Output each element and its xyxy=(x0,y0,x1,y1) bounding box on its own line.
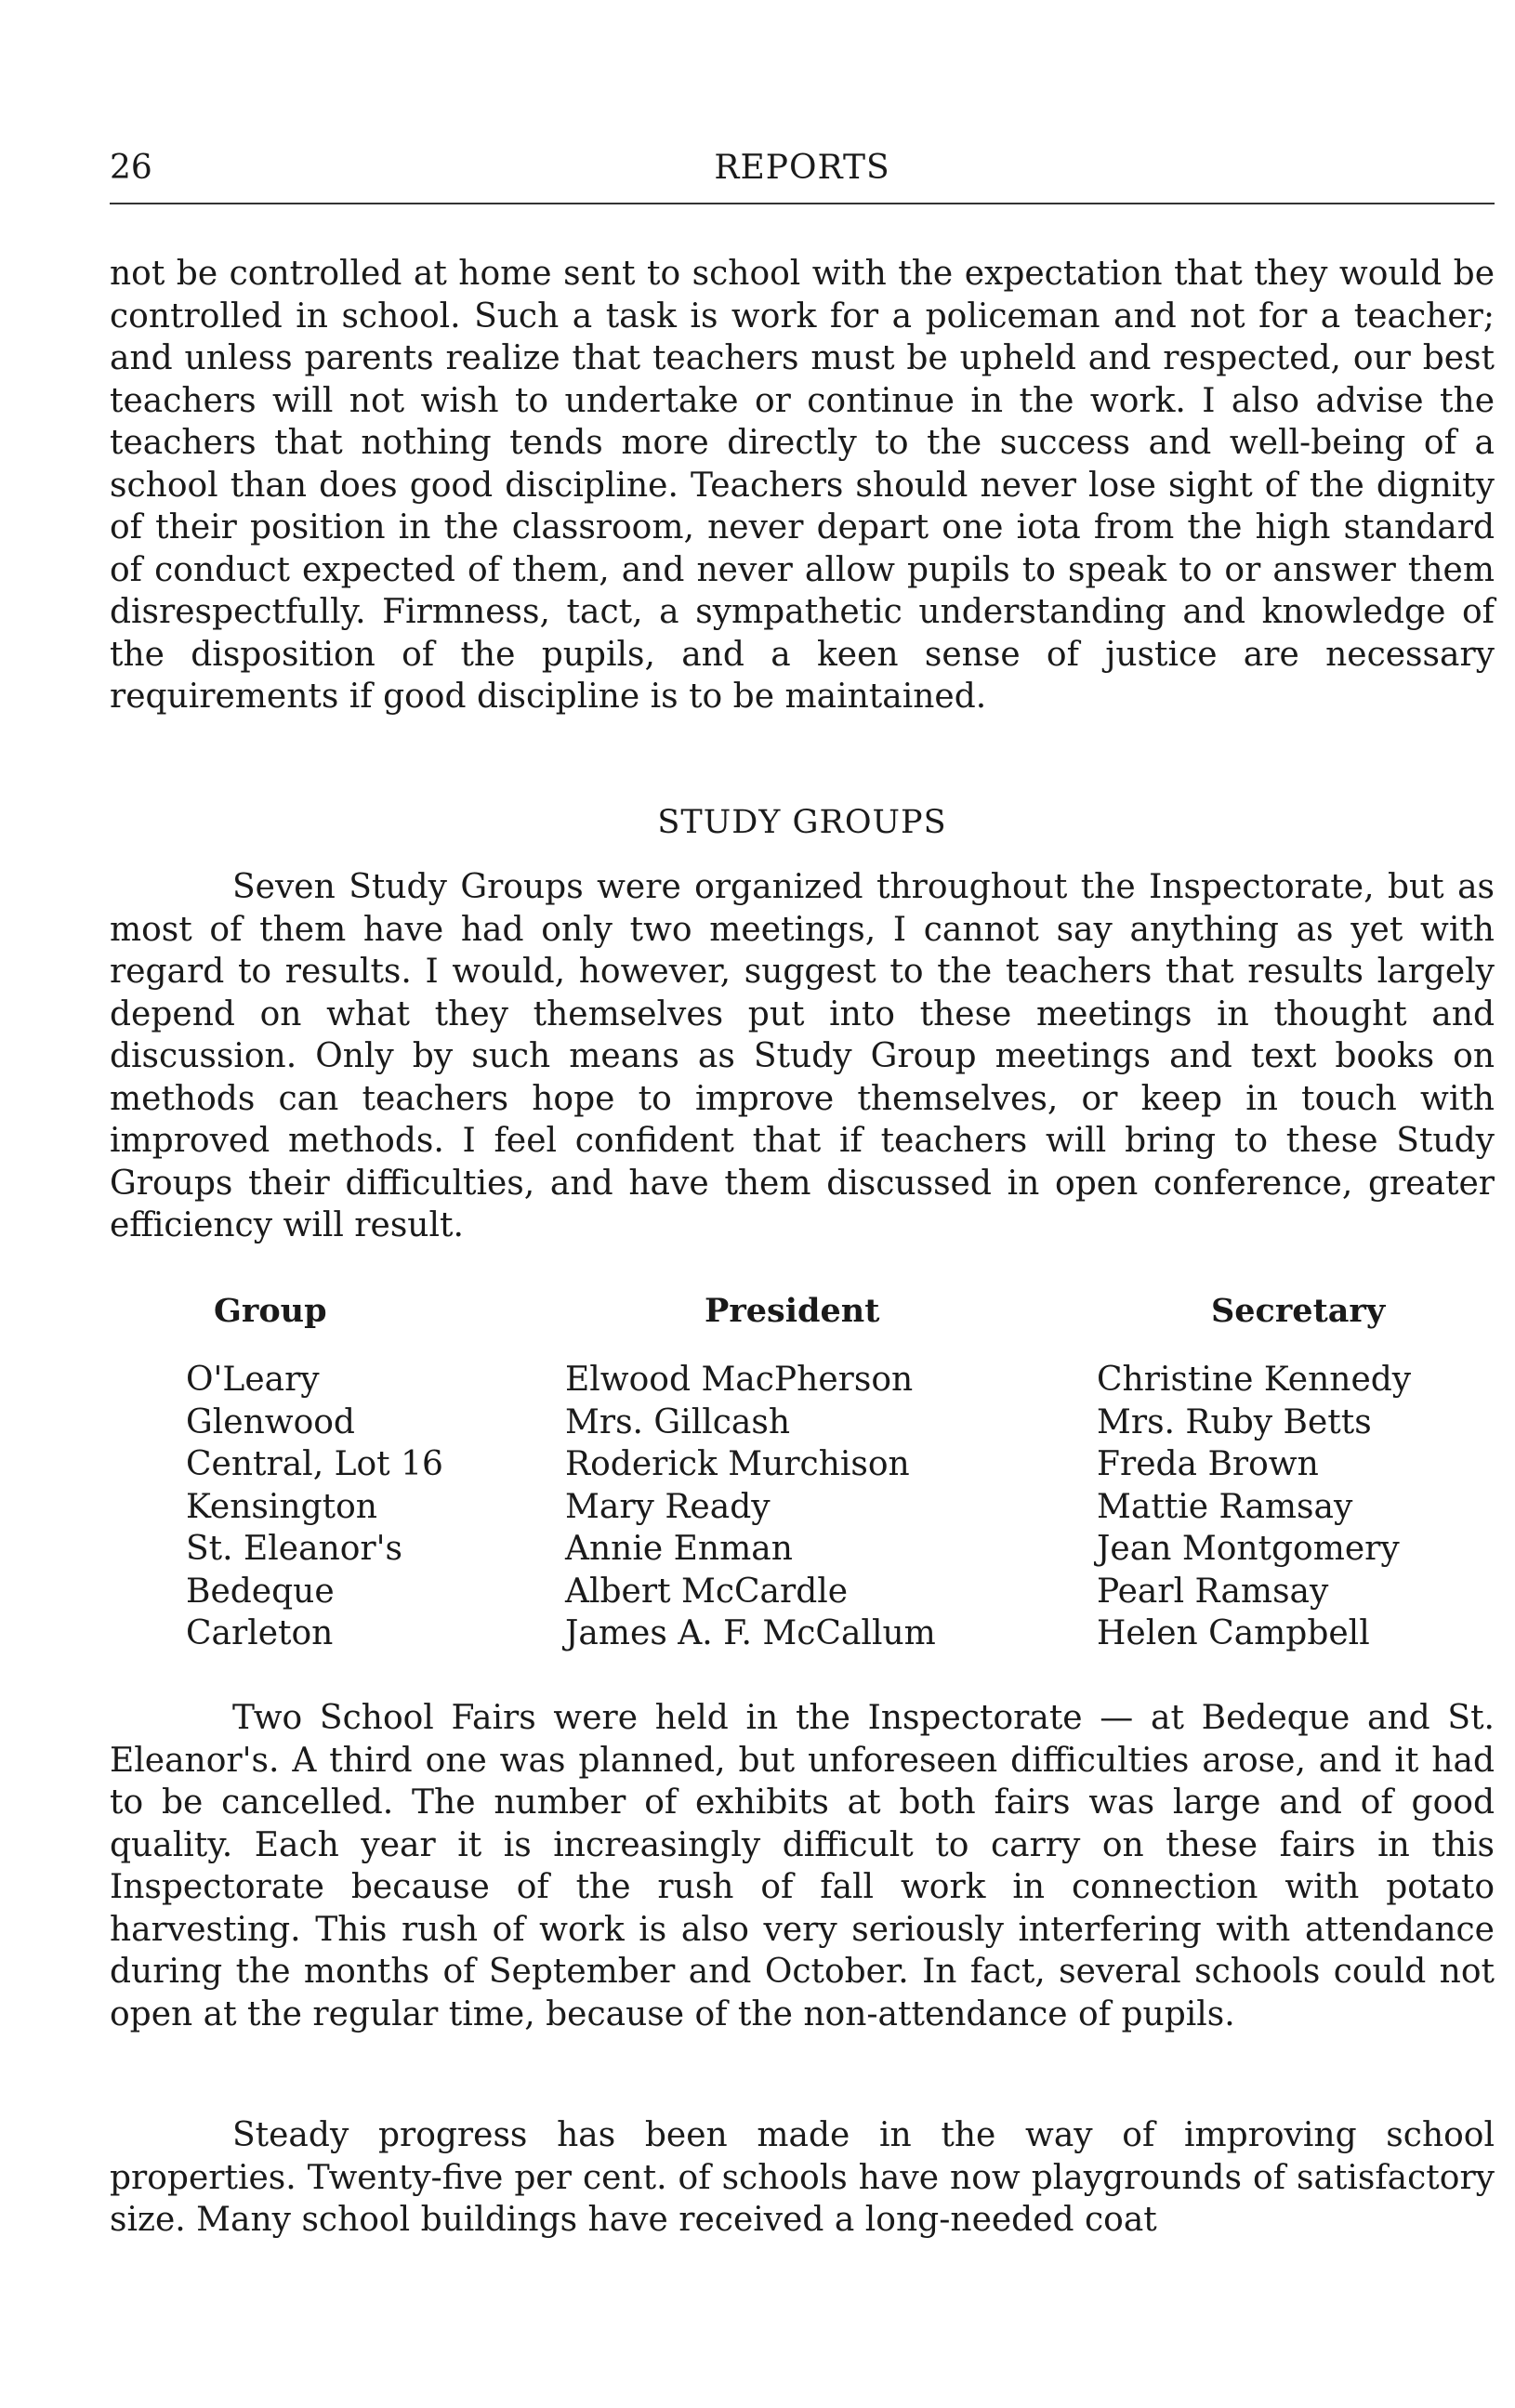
section-heading: STUDY GROUPS xyxy=(657,804,947,841)
study-groups-paragraph: Seven Study Groups were organized throughout the Inspectorate, but as most of them have had only two meetings, I cannot say anything as yet with regard to results. I would, however, suggest to the teachers that results largely depend on what they themselves put into these meetings in thought and discussion. Only by such means as Study Group meetings and text books on methods can teachers hope to improve themselves, or keep in touch with improved methods. I feel confident that if teachers will bring to these Study Groups their difficulties, and have them discussed in open conference, greater efficiency will result. xyxy=(110,868,1495,1244)
group-column xyxy=(186,1359,443,1655)
school-properties-section xyxy=(110,2114,1495,2242)
school-fairs-paragraph: Two School Fairs were held in the Inspectorate — at Bedeque and St. Eleanor's. A third one was planned, but unforeseen difficulties arose, and it had to be cancelled. The number of exhibits at both fairs was large and of good quality. Each year it is increasingly difficult to carry on these fairs in this Inspectorate because of the rush of fall work in connection with potato harvesting. This rush of work is also very seriously interfering with attendance during the months of September and October. In fact, several schools could not open at the regular time, because of the non-attendance of pupils. xyxy=(110,1699,1495,2033)
table-cell-secretary: Freda Brown xyxy=(1097,1445,1319,1483)
table-cell-president: James A. F. McCallum xyxy=(565,1614,936,1652)
table-cell-president: Elwood MacPherson xyxy=(565,1361,914,1399)
table-cell-secretary: Mattie Ramsay xyxy=(1097,1487,1353,1526)
school-properties-paragraph: Steady progress has been made in the way of improving school properties. Twenty-five per cent. of schools have now playgrounds of satisfactory size. Many school buildings have received a long-needed coat xyxy=(110,2116,1495,2239)
column-header-group: Group xyxy=(214,1292,327,1330)
table-cell-group: Glenwood xyxy=(186,1402,355,1441)
discipline-section xyxy=(110,253,1495,718)
table-cell-president: Albert McCardle xyxy=(565,1572,849,1611)
column-header-president: President xyxy=(705,1292,880,1330)
page-header xyxy=(110,149,1495,195)
table-cell-group: O'Leary xyxy=(186,1361,320,1399)
header-rule xyxy=(110,203,1495,204)
discipline-paragraph: not be controlled at home sent to school with the expectation that they would be controlled in school. Such a task is work for a policeman and not for a teacher; and unless parents realize that teachers must be upheld and respected, our best teachers will not wish to undertake or continue in the work. I also advise the teachers that nothing tends more directly to the success and well-being of a school than does good discipline. Teachers should never lose sight of the dignity of their position in the classroom, never depart one iota from the high standard of conduct expected of them, and never allow pupils to speak to or answer them disrespectfully. Firmness, tact, a sympathetic understanding and knowledge of the disposition of the pupils, and a keen sense of justice are necessary requirements if good discipline is to be maintained. xyxy=(110,255,1495,716)
column-header-secretary: Secretary xyxy=(1211,1292,1386,1330)
table-cell-secretary: Helen Campbell xyxy=(1097,1614,1370,1652)
president-column xyxy=(565,1359,936,1655)
table-cell-president: Mary Ready xyxy=(565,1487,771,1526)
table-cell-group: Bedeque xyxy=(186,1572,335,1611)
school-fairs-section xyxy=(110,1697,1495,2035)
table-cell-president: Annie Enman xyxy=(565,1530,793,1568)
table-cell-secretary: Pearl Ramsay xyxy=(1097,1572,1329,1611)
study-groups-section xyxy=(110,866,1495,1247)
table-cell-group: Kensington xyxy=(186,1487,377,1526)
running-title: REPORTS xyxy=(714,149,890,187)
table-cell-secretary: Mrs. Ruby Betts xyxy=(1097,1402,1372,1441)
table-cell-group: St. Eleanor's xyxy=(186,1530,403,1568)
table-cell-group: Central, Lot 16 xyxy=(186,1445,443,1483)
table-cell-secretary: Jean Montgomery xyxy=(1097,1530,1400,1568)
table-cell-president: Roderick Murchison xyxy=(565,1445,910,1483)
table-cell-group: Carleton xyxy=(186,1614,334,1652)
table-cell-secretary: Christine Kennedy xyxy=(1097,1361,1412,1399)
page-number: 26 xyxy=(110,149,152,187)
secretary-column xyxy=(1097,1359,1411,1655)
table-cell-president: Mrs. Gillcash xyxy=(565,1402,791,1441)
